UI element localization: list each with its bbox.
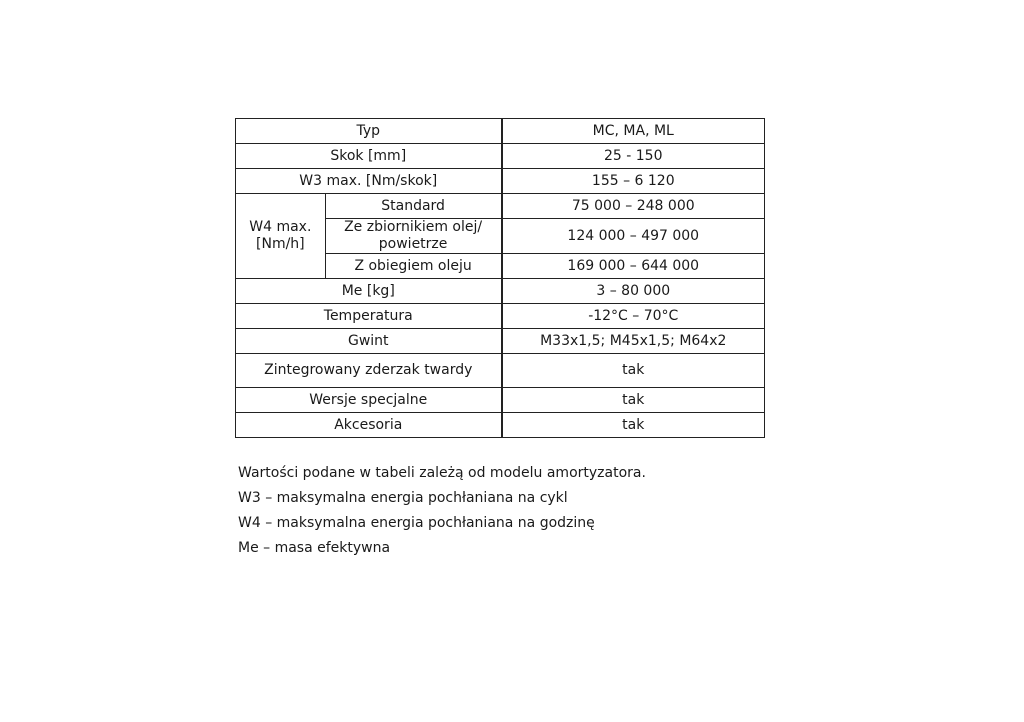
table-row <box>236 413 765 438</box>
row-label: Gwint <box>236 329 502 354</box>
row-label: Temperatura <box>236 304 502 329</box>
table-row <box>236 354 765 388</box>
row-value: -12°C – 70°C <box>502 304 765 329</box>
row-value: M33x1,5; M45x1,5; M64x2 <box>502 329 765 354</box>
row-value: tak <box>502 388 765 413</box>
row-label: Wersje specjalne <box>236 388 502 413</box>
row-value: 25 - 150 <box>502 144 765 169</box>
row-label: Skok [mm] <box>236 144 502 169</box>
row-value: tak <box>502 354 765 388</box>
table-notes <box>238 461 646 561</box>
note-line: Me – masa efektywna <box>238 540 391 556</box>
table-row <box>236 194 765 219</box>
row-label: Zintegrowany zderzak twardy <box>236 354 502 388</box>
note-line: W4 – maksymalna energia pochłaniana na godzinę <box>238 515 595 531</box>
w4-sub-value: 169 000 – 644 000 <box>502 254 765 279</box>
w4-sub-value: 75 000 – 248 000 <box>502 194 765 219</box>
w4-sub-value: 124 000 – 497 000 <box>502 219 765 254</box>
table-row <box>236 169 765 194</box>
w4-sub-label: Ze zbiornikiem olej/ powietrze <box>325 219 501 254</box>
note-line: Wartości podane w tabeli zależą od modelu amortyzatora. <box>238 465 646 481</box>
table-row <box>236 388 765 413</box>
row-value: tak <box>502 413 765 438</box>
row-label: W3 max. [Nm/skok] <box>236 169 502 194</box>
table-row <box>236 329 765 354</box>
row-label: Me [kg] <box>236 279 502 304</box>
row-value: MC, MA, ML <box>502 119 765 144</box>
w4-group-label: W4 max. [Nm/h] <box>236 194 326 279</box>
row-value: 155 – 6 120 <box>502 169 765 194</box>
table-row <box>236 279 765 304</box>
table-row <box>236 144 765 169</box>
table-row <box>236 119 765 144</box>
row-value: 3 – 80 000 <box>502 279 765 304</box>
table-row <box>236 304 765 329</box>
row-label: Typ <box>236 119 502 144</box>
note-line: W3 – maksymalna energia pochłaniana na cykl <box>238 490 568 506</box>
w4-sub-label: Standard <box>325 194 501 219</box>
specification-table <box>235 118 765 438</box>
row-label: Akcesoria <box>236 413 502 438</box>
w4-sub-label: Z obiegiem oleju <box>325 254 501 279</box>
